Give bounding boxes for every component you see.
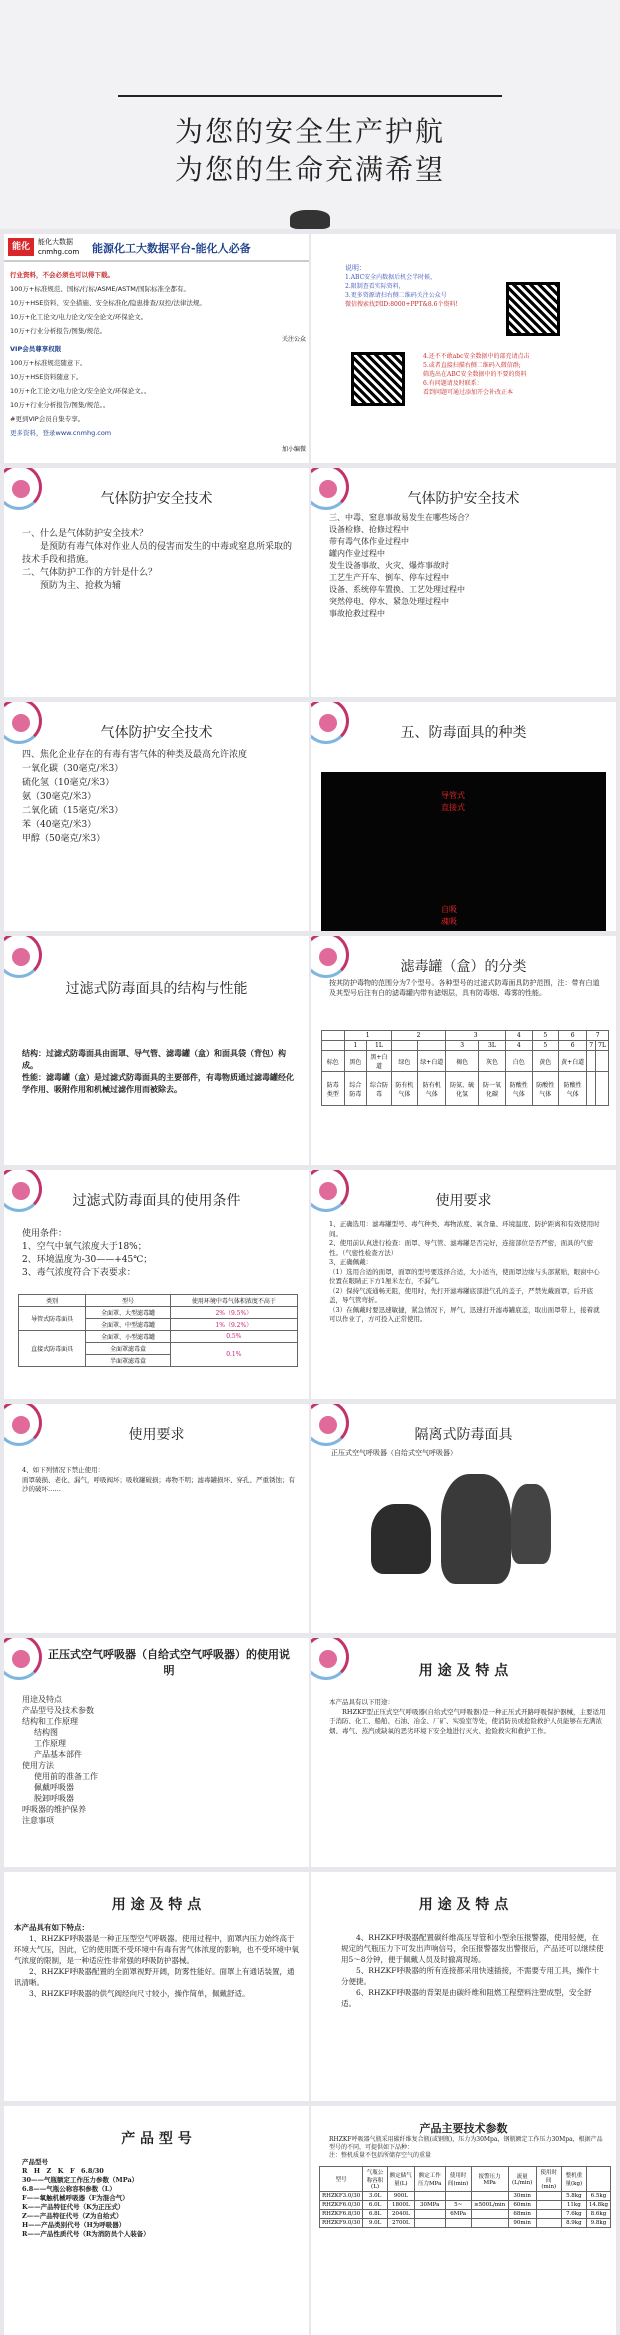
cell: 3.0L — [363, 2192, 387, 2201]
slide-gas-tech-2 — [311, 468, 616, 697]
cell: 型号 — [320, 2167, 363, 2192]
list-item: K——产品特征代号（K为正压式） — [22, 2203, 125, 2211]
cell: 90min — [508, 2219, 536, 2228]
text: 本产品具有以下用途： — [329, 1698, 394, 1706]
list-item: 30——气瓶额定工作压力参数（MPa） — [22, 2176, 139, 2184]
cell: 黑+白道 — [367, 1051, 391, 1072]
slide-usage-req-1 — [311, 1170, 616, 1399]
cell: 灰色 — [478, 1051, 505, 1072]
brand-name: 能化大数据 — [38, 238, 73, 246]
list-item: H——产品类别代号（H为呼吸器） — [22, 2221, 126, 2229]
cell — [536, 2192, 561, 2201]
join-label: 加小编微 — [282, 446, 307, 453]
list-item: 产品基本部件 — [34, 1750, 82, 1759]
cell: 报警压力MPa — [471, 2167, 508, 2192]
cell: 防一氧化碳 — [478, 1072, 505, 1106]
text: 是预防有毒气体对作业人员的侵害而发生的中毒或窒息所采取的技术手段和措施。 — [22, 542, 293, 565]
list-item: 结构和工作原理 — [22, 1717, 78, 1726]
notice-line: 看到问题可通过添加开会补改正本 — [423, 389, 514, 396]
slide-title: 气体防护安全技术 — [407, 491, 520, 507]
notice-slide — [311, 234, 616, 463]
notice-line: 微信搜索找到ID:8000+PPT&8.6个资料! — [345, 301, 458, 308]
slide-specs — [311, 2106, 616, 2335]
specs-table — [319, 2166, 611, 2228]
list-item: 三、中毒、窒息事故易发生在哪些场合？ — [329, 513, 473, 522]
cell — [596, 1051, 609, 1072]
list-item: 甲醇（50毫克/米3） — [22, 834, 106, 844]
cell: 1 — [344, 1041, 367, 1051]
slide-gas-tech-1 — [4, 468, 309, 697]
cell: 5 — [532, 1041, 559, 1051]
slide-title: 隔离式防毒面具 — [414, 1427, 513, 1443]
breathing-apparatus-image — [441, 1474, 511, 1584]
notice-line: 4.还不不敢abc安全数据中的部充请点击 — [423, 353, 530, 360]
cell: 防酸性气体 — [532, 1072, 559, 1106]
cell: 3L — [478, 1041, 505, 1051]
cell: 6.5kg — [586, 2192, 610, 2201]
cell: 2 — [391, 1031, 446, 1041]
cell: 14.8kg — [586, 2201, 610, 2210]
cell: 7 — [587, 1031, 609, 1041]
slide-title: 用 途 及 特 点 — [418, 1663, 509, 1679]
list-item: 使用方法 — [22, 1761, 54, 1770]
cell: 额定储气量(L) — [387, 2167, 414, 2192]
cell: 流量(L/min) — [508, 2167, 536, 2192]
text: 二、气体防护工作的方针是什么？ — [22, 568, 158, 578]
list-item: 苯（40毫克/米3） — [22, 820, 97, 830]
cover-slide — [0, 0, 620, 229]
cell: 型号 — [86, 1295, 170, 1307]
cell: 导管式防毒面具 — [19, 1307, 86, 1331]
list-item: R H Z K F 6.8/30 — [22, 2167, 104, 2175]
cell: 4 — [506, 1031, 533, 1041]
cell: 防酸性气体 — [506, 1072, 533, 1106]
notice-line: 5.或者直接扫描右侧二维码入微信群; — [423, 362, 521, 369]
text: 吸收罐破损； — [126, 1475, 165, 1484]
cell: 0.5% — [170, 1331, 297, 1343]
cell: 综合防毒 — [367, 1072, 391, 1106]
intro-text: 按其防护毒物的范围分为7个型号。各种型号的过滤式防毒面具防护范围，注：带有白道及其型号后注有白的滤毒罐内带有滤烟层，具有防毒烟、毒雾的性能。 — [329, 979, 600, 997]
cell — [418, 1041, 446, 1051]
cell: RHZKF6.0/30 — [320, 2201, 363, 2210]
list-item: 6.8——气瓶公称容积参数（L） — [22, 2185, 116, 2193]
list-item: R——产品性质代号（R为消防员个人装备） — [22, 2230, 150, 2238]
cover-title-2: 为您的生命充满希望 — [174, 153, 445, 186]
list-item: 产品型号 — [22, 2158, 48, 2166]
list-item: 1、空气中氧气浓度大于18%； — [22, 1242, 147, 1252]
cell: 8.6kg — [586, 2210, 610, 2219]
list-item: 带有毒气体作业过程中 — [329, 537, 409, 546]
list-item: 设备检修、抢修过程中 — [329, 525, 409, 534]
list-item: 脱卸呼吸器 — [34, 1794, 74, 1803]
cell: 全面罩、小型滤毒罐 — [86, 1331, 170, 1343]
cell: RHZKF9.0/30 — [320, 2219, 363, 2228]
text: 本产品具有如下特点： — [14, 1923, 89, 1932]
cell — [445, 2219, 471, 2228]
cell: 防毒类型 — [322, 1072, 345, 1106]
slide-canister-class — [311, 936, 616, 1165]
cell: 使用时间(min) — [445, 2167, 471, 2192]
cell — [536, 2201, 561, 2210]
text: 有沙的破坏…… — [22, 1475, 295, 1493]
cell — [414, 2210, 445, 2219]
cell: 白色 — [506, 1051, 533, 1072]
slide-title: 气体防护安全技术 — [100, 491, 213, 507]
notice-line: 2.限制查看实际资料， — [345, 283, 405, 290]
text: RHZKF型正压式空气呼吸器(自给式空气呼吸器)是一种正压式开路呼吸保护器械，主要适用于消防、化工、船舶、石油、冶金、厂矿、实验室等处，使消防员或抢险救护人员能够在充满浓烟、毒气、蒸汽或缺氧的恶劣环境下安全地进行灭火、抢险救灾和救护工作。 — [329, 1707, 606, 1735]
list-item: 硫化氢（10毫克/米3） — [22, 778, 115, 788]
cell — [322, 1031, 345, 1041]
cell: 8.9kg — [561, 2219, 586, 2228]
more-link[interactable]: 更多资料，登录www.cnmhg.com — [10, 429, 112, 437]
slide-title: 用 途 及 特 点 — [418, 1897, 509, 1913]
cell: 6MPa — [445, 2210, 471, 2219]
list-item: 设备、系统停车置换、工艺处理过程中 — [329, 585, 465, 594]
list-item: 2、环境温度为-30——+45℃； — [22, 1255, 153, 1265]
slide-apparatus-contents — [4, 1638, 309, 1867]
slide-title: 过滤式防毒面具的结构与性能 — [65, 981, 248, 997]
cell: 半面罩滤毒盒 — [86, 1355, 170, 1367]
cell: 类别 — [19, 1295, 86, 1307]
slide-title: 五、防毒面具的种类 — [400, 725, 527, 741]
cell: 黄色 — [532, 1051, 559, 1072]
slide-title: 过滤式防毒面具的使用条件 — [72, 1193, 241, 1209]
cell: 9.8kg — [586, 2219, 610, 2228]
cell: 11kg — [561, 2201, 586, 2210]
ad-header — [4, 234, 309, 262]
cell: 2040L — [387, 2210, 414, 2219]
text: 性能：滤毒罐（盒）是过滤式防毒面具的主要部件，有毒物质通过滤毒罐经化学作用、吸附作用和机械过滤作用而被除去。 — [22, 1073, 294, 1094]
cell — [471, 2192, 508, 2201]
slide-title: 气体防护安全技术 — [100, 725, 213, 741]
cell: 全面罩、大型滤毒罐 — [86, 1307, 170, 1319]
cell: 使用时间(min) — [536, 2167, 561, 2192]
slide-mask-types — [311, 702, 616, 931]
cell: 7L — [596, 1041, 609, 1051]
cell: 绿色 — [391, 1051, 418, 1072]
notice-line: 6.有问题请及时联系： — [423, 380, 483, 387]
cell: 防酸性气体 — [559, 1072, 587, 1106]
cell — [586, 2167, 610, 2192]
cell: 5~ — [445, 2201, 471, 2210]
cell — [471, 2219, 508, 2228]
text: 3、RHZKF呼吸器的供气阀经向尺寸较小，操作简单，佩戴舒适。 — [29, 1989, 250, 1998]
list-item: 呼吸器的维护保养 — [22, 1805, 86, 1814]
slide-title: 产 品 型 号 — [121, 2131, 192, 2147]
title-rule — [118, 95, 502, 97]
list-item: 1、正确选用：滤毒罐型号、毒气种类、毒物浓度、氧含量、环境温度、防护距离和有效使用时间。 — [329, 1220, 600, 1238]
text: 结构：过滤式防毒面具由面罩、导气管、滤毒罐（盒）和面具袋（背包）构成。 — [22, 1049, 286, 1070]
cell: 综合防毒 — [344, 1072, 367, 1106]
slide-purpose-1 — [311, 1638, 616, 1867]
cell: 气瓶公称容积(L) — [363, 2167, 387, 2192]
cell — [322, 1041, 345, 1051]
slide-subtitle: 正压式空气呼吸器（自给式空气呼吸器） — [331, 1449, 457, 1457]
list-item: 氨（30毫克/米3） — [22, 792, 97, 802]
cell — [536, 2219, 561, 2228]
list-item: 结构图 — [34, 1728, 58, 1737]
list-item: Z——产品特征代号（Z为自给式） — [22, 2212, 123, 2220]
cell — [587, 1051, 596, 1072]
ad-line: 10万+化工论文/电力论文/安全论文/环保论文。 — [10, 313, 148, 321]
slide-title: 滤毒罐（盒）的分类 — [400, 959, 527, 975]
list-item: 使用条件： — [22, 1229, 68, 1239]
text: 毒物不明； — [165, 1475, 198, 1484]
type-label: 导管式 — [441, 791, 465, 800]
cell: 标色 — [322, 1051, 345, 1072]
text: 穿孔、严重锈蚀； — [236, 1475, 289, 1484]
text: RHZKF呼吸器气瓶采用碳纤维复合瓶(或钢瓶)，压力为30Mpa，钢瓶额定工作压力30Mpa，根据产品型号的不同，可提供如下品种： — [329, 2136, 603, 2151]
list-item: 3、毒气浓度符合下表要求： — [22, 1268, 136, 1278]
cell: 6 — [559, 1041, 587, 1051]
cell — [414, 2219, 445, 2228]
slide-title: 正压式空气呼吸器（自给式空气呼吸器）的使用说明 — [48, 1648, 290, 1677]
ad-line: 10万+行业分析报告/图集/规范。 — [10, 327, 107, 335]
list-item: （1）选用合适的面罩，面罩的型号要选择合适，大小适当，使面罩边缘与头部紧贴，眼窗中心位置在眼睛正下方1厘米左右，不漏气。 — [329, 1267, 600, 1285]
vip-line: 10万+化工论文/电力论文/安全论文/环保论文。。 — [10, 387, 151, 395]
cell — [414, 2192, 445, 2201]
text: 面罩破损、老化、漏气，呼吸阀坏； — [22, 1475, 126, 1484]
text: 注：整机质量不包括所储存空气的重量 — [329, 2152, 432, 2159]
diagram-area — [321, 772, 606, 931]
cell: 防有机气体 — [418, 1072, 446, 1106]
slide-isolation-mask — [311, 1404, 616, 1633]
list-item: 佩戴呼吸器 — [34, 1783, 74, 1792]
slide-title: 用 途 及 特 点 — [111, 1897, 202, 1913]
list-item: 用途及特点 — [22, 1695, 62, 1704]
cell: ≥500L/min — [471, 2201, 508, 2210]
ad-line: 10万+HSE资料、安全措施、安全标准化/隐患排查/双控/法律法规。 — [10, 299, 206, 307]
cell — [471, 2210, 508, 2219]
type-label: 魂吸 — [441, 917, 457, 926]
cell — [596, 1072, 609, 1106]
list-item: 发生设备事故、火灾、爆炸事故时 — [329, 561, 449, 570]
text: 滤毒罐损坏、 — [197, 1475, 237, 1484]
ad-line: 100万+标准规范、国标/行标/ASME/ASTM/国际标准全都有。 — [10, 285, 191, 293]
cell: 额定工作压力MPa — [414, 2167, 445, 2192]
breathing-apparatus-image — [371, 1504, 431, 1574]
notice-line: 筛选出在ABC安全数据中的不要的资料 — [423, 371, 527, 378]
cell: 4 — [506, 1041, 533, 1051]
cell: 1L — [367, 1041, 391, 1051]
cell — [536, 2210, 561, 2219]
cell: 7 — [587, 1041, 596, 1051]
cell: 2%（9.5%） — [170, 1307, 297, 1319]
list-item: F——氧触机械呼吸器（F为混合气） — [22, 2194, 129, 2202]
helmet-image — [290, 210, 330, 229]
cell: 绿+白道 — [418, 1051, 446, 1072]
slide-features-2 — [311, 1872, 616, 2101]
list-item: 使用前的准备工作 — [34, 1772, 98, 1781]
cell: 防有机气体 — [391, 1072, 418, 1106]
cell: 1800L — [387, 2201, 414, 2210]
cell: 黑色 — [344, 1051, 367, 1072]
slide-filter-structure — [4, 936, 309, 1165]
list-item: （3）在佩戴时要迅速敏捷，紧急情况下，屏气，迅速打开滤毒罐底盖，取出面罩带上，接着就可以作业了，方可投入正常使用。 — [329, 1305, 600, 1323]
cell — [587, 1072, 596, 1106]
cell: 防氨、硫化氢 — [446, 1072, 478, 1106]
cell: 1%（9.2%） — [170, 1319, 297, 1331]
list-item: 四、焦化企业存在的有毒有害气体的种类及最高允许浓度 — [22, 750, 248, 760]
list-item: 二氧化硫（15毫克/米3） — [22, 806, 124, 816]
list-item: 罐内作业过程中 — [329, 549, 385, 558]
cell: 900L — [387, 2192, 414, 2201]
vip-line: 100万+标准规范随意下。 — [10, 359, 87, 367]
follow-label: 关注公众 — [282, 336, 307, 343]
text: 4、RHZKF呼吸器配置碳纤维高压导管和小型余压报警器，使用轻便，在规定的气瓶压力下可发出声响信号，余压报警器发出警报后，产品还可以继续使用5～8分钟，便于佩戴人员及时撤离现场。 — [341, 1933, 604, 1964]
cell: 整机重量(kg) — [561, 2167, 586, 2192]
vip-line: 10万+行业分析报告/图集/规范。。 — [10, 401, 110, 409]
cell: 黄+白道 — [559, 1051, 587, 1072]
list-item: 2、使用前认真进行检查：面罩、导气管、滤毒罐是否完好，连接部位是否严密，面具的气密性。（气密性检查方法） — [329, 1239, 594, 1257]
cell: 30MPa — [414, 2201, 445, 2210]
slide-usage-req-2 — [4, 1404, 309, 1633]
slide-model — [4, 2106, 309, 2335]
text: 2、RHZKF呼吸器配置的全面罩视野开阔，防雾性能好。面罩上有通话装置，通讯清晰。 — [14, 1967, 295, 1987]
platform-title: 能源化工大数据平台-能化人必备 — [92, 242, 251, 255]
cover-title-1: 为您的安全生产护航 — [174, 115, 445, 148]
decor-dot-icon — [12, 1650, 30, 1668]
cell: 2700L — [387, 2219, 414, 2228]
cell: 6.0L — [363, 2201, 387, 2210]
qr-code — [351, 352, 405, 406]
ad-line: 行业资料，不会必须也可以得下载。 — [10, 271, 114, 279]
notice-line: 1.ABC安全内数据后机会半时候， — [345, 274, 437, 281]
cell: RHZKF3.0/30 — [320, 2192, 363, 2201]
conditions-table — [18, 1294, 298, 1367]
list-item — [22, 1476, 299, 1495]
cell: 30min — [508, 2192, 536, 2201]
text: 5、RHZKF呼吸器的所有连接都采用快速插接，不需要专用工具，操作十分便捷。 — [341, 1966, 599, 1986]
cell: 9.0L — [363, 2219, 387, 2228]
cell: 68min — [508, 2210, 536, 2219]
list-item: 一氧化碳（30毫克/米3） — [22, 764, 124, 774]
list-item: 4、如下列情况下禁止使用： — [22, 1466, 105, 1474]
vip-line: #更到VIP会员自集专享。 — [10, 415, 85, 423]
cell: 0.1% — [170, 1343, 297, 1367]
slide-usage-conditions — [4, 1170, 309, 1399]
text: 一、什么是气体防护安全技术？ — [22, 529, 149, 539]
cell: RHZKF6.8/30 — [320, 2210, 363, 2219]
cell: 直接式防毒面具 — [19, 1331, 86, 1367]
text: 6、RHZKF呼吸器的背架是由碳纤维和阻燃工程塑料注塑成型，安全舒适。 — [341, 1988, 592, 2008]
slide-gas-tech-3 — [4, 702, 309, 931]
ad-slide — [4, 234, 309, 463]
slide-title: 使用要求 — [435, 1193, 492, 1209]
type-label: 自吸 — [441, 905, 457, 914]
qr-code — [506, 282, 560, 336]
type-label: 直接式 — [441, 803, 465, 812]
breathing-apparatus-image — [511, 1484, 551, 1564]
list-item: 3、正确佩戴： — [329, 1258, 373, 1266]
decor-dot-icon — [12, 948, 30, 966]
slide-features-1 — [4, 1872, 309, 2101]
cell: 3 — [446, 1031, 506, 1041]
list-item: 注意事项 — [22, 1816, 54, 1825]
list-item: 工作原理 — [34, 1739, 66, 1748]
cell: 全面罩、中型滤毒罐 — [86, 1319, 170, 1331]
canister-table — [321, 1030, 609, 1106]
brand-logo: 能化 — [8, 238, 34, 256]
cell: 60min — [508, 2201, 536, 2210]
text: 1、RHZKF呼吸器是一种正压型空气呼吸器。使用过程中，面罩内压力始终高于环境大气压，因此，它的使用既不受环境中有毒有害气体浓度的影响，也不受环境中氧气浓度的限制，是一种适应性非常强的呼吸防护器械。 — [14, 1934, 299, 1965]
cell: 1 — [344, 1031, 391, 1041]
list-item: 事故抢救过程中 — [329, 609, 385, 618]
list-item: 突然停电、停水、紧急处理过程中 — [329, 597, 449, 606]
cell: 全面罩滤毒盒 — [86, 1343, 170, 1355]
cell: 使用环境中毒气体积浓度不高于 — [170, 1295, 297, 1307]
cell — [391, 1041, 418, 1051]
slide-title: 使用要求 — [128, 1427, 185, 1443]
text: 预防为主、抢救为辅 — [40, 581, 122, 591]
list-item: 工艺生产开车、倒车、停车过程中 — [329, 573, 449, 582]
notice-title: 说明： — [345, 264, 366, 272]
cell: 3 — [446, 1041, 478, 1051]
list-item: （2）保持气流通畅无阻，使用时，先打开滤毒罐底部进气孔的盖子，严禁先戴面罩，后开底盖，导气管弯折。 — [329, 1286, 594, 1304]
cell: 褐色 — [446, 1051, 478, 1072]
slide-title: 产品主要技术参数 — [419, 2122, 508, 2135]
list-item: 产品型号及技术参数 — [22, 1706, 94, 1715]
brand-site[interactable]: cnmhg.com — [38, 248, 80, 256]
vip-title: VIP会员尊享权限 — [10, 345, 62, 353]
vip-line: 10万+HSE资料随意下。 — [10, 373, 83, 381]
cell: 7.6kg — [561, 2210, 586, 2219]
cell: 5 — [532, 1031, 559, 1041]
cell — [445, 2192, 471, 2201]
notice-line: 3.更多资源请扫右侧二维码关注公众号 — [345, 292, 447, 299]
cell: 6 — [559, 1031, 587, 1041]
cell: 5.8kg — [561, 2192, 586, 2201]
cell: 6.8L — [363, 2210, 387, 2219]
